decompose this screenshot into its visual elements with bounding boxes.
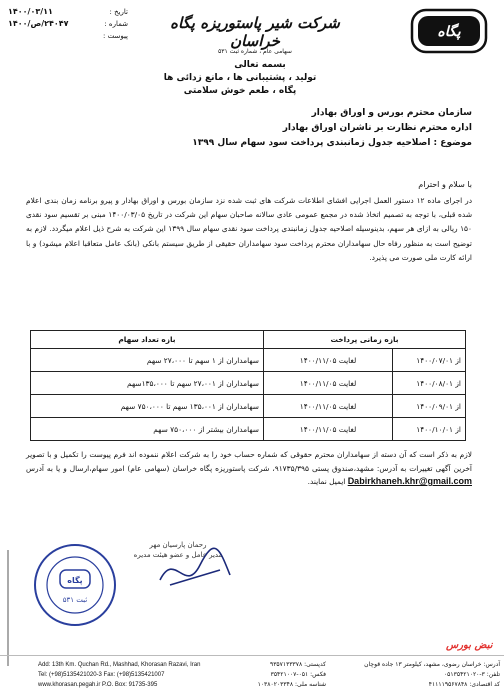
footer-postal: کدپستی: ۹۳۵۷۱۳۳۳۷۸ bbox=[269, 661, 326, 668]
page-footer bbox=[0, 655, 504, 694]
company-name: شرکت شیر پاستوریزه پگاه خراسان bbox=[170, 14, 340, 50]
footer-address-fa: آدرس: خراسان رضوی، مشهد، کیلومتر ۱۳ جاده قوچان bbox=[364, 661, 500, 668]
table-row bbox=[31, 349, 466, 372]
closing-text-end: ایمیل نمایند. bbox=[307, 477, 346, 486]
svg-text:پگاه: پگاه bbox=[437, 23, 461, 39]
meta-attachment-label: پیوست : bbox=[103, 32, 128, 40]
table-row bbox=[31, 395, 466, 418]
table-header-row bbox=[31, 331, 466, 349]
cell-range: سهامداران از ۱ سهم تا ۲۷،۰۰۰ سهم bbox=[31, 349, 264, 372]
meta-date bbox=[8, 6, 128, 18]
footer-economic-code: کد اقتصادی: ۴۱۱۱۱۹۵۶۷۸۴۸ bbox=[428, 681, 500, 688]
meta-date-label: تاریخ : bbox=[109, 8, 128, 16]
footer-persian-right bbox=[336, 660, 500, 690]
addressee-line: اداره محترم نظارت بر ناشران اوراق بهادار bbox=[282, 123, 472, 133]
payment-schedule-table bbox=[30, 330, 466, 441]
footer-fax: فکس: ۰۵۱-۳۵۴۲۱۰۰۷ bbox=[270, 671, 326, 678]
slogan-line: تولید ، پشتیبانی ها ، مانع زدائی ها bbox=[163, 73, 317, 83]
cell-to: لغایت ۱۴۰۰/۱۱/۰۵ bbox=[264, 418, 393, 441]
header-payment-period: بازه زمانی پرداخت bbox=[264, 331, 466, 349]
table-row bbox=[31, 372, 466, 395]
cell-from: از ۱۴۰۰/۰۹/۰۱ bbox=[393, 395, 466, 418]
watermark: نبض بورس bbox=[446, 640, 493, 651]
letter-meta bbox=[8, 6, 128, 42]
footer-english bbox=[38, 660, 200, 690]
meta-number-label: شماره : bbox=[104, 20, 128, 28]
cell-to: لغایت ۱۴۰۰/۱۱/۰۵ bbox=[264, 372, 393, 395]
footer-address-en: Add: 13th Km. Quchan Rd., Mashhad, Khorasan Razavi, Iran bbox=[38, 662, 201, 668]
company-stamp bbox=[30, 540, 120, 630]
slogan-line: پگاه ، طعم خوش سلامتی bbox=[183, 86, 297, 96]
footer-tel-fa: تلفن: ۳-۰۵۱۳۵۴۲۱۰۲۰ bbox=[443, 671, 500, 678]
meta-attachment bbox=[8, 30, 128, 42]
stamp-text: ثبت ۵۳۱ bbox=[62, 596, 88, 604]
cell-from: از ۱۴۰۰/۰۸/۰۱ bbox=[393, 372, 466, 395]
registration-line: سهامی عام ، شماره ثبت ۵۳۱ bbox=[218, 48, 292, 55]
greeting: با سلام و احترام bbox=[418, 180, 472, 189]
closing-text: لازم به ذکر است که آن دسته از سهامداران محترم حقوقی که شماره حساب خود را به شرکت اعلام ننموده اند فرم پیوست را تکمیل و با تصویر آخرین آگهی تغییرات به آدرس: مشهد،صندوق پستی ۹۱۷۳۵/۳۹۵، شرکت پاستوریزه پگاه خراسان (سهامی عام) امور سهام،ارسال و یا به آدرس bbox=[26, 450, 472, 473]
addressee-block bbox=[32, 106, 472, 151]
cell-to: لغایت ۱۴۰۰/۱۱/۰۵ bbox=[264, 349, 393, 372]
slogan bbox=[120, 72, 360, 98]
footer-tel-en: Tel: (+98)5135421020-3 Fax: (+98)5135421007 bbox=[38, 672, 165, 678]
side-mark bbox=[0, 548, 16, 668]
header-share-range: بازه تعداد سهام bbox=[31, 331, 264, 349]
cell-range: سهامداران از ۱۳۵،۰۰۱ سهم تا ۷۵۰،۰۰۰ سهم bbox=[31, 395, 264, 418]
cell-to: لغایت ۱۴۰۰/۱۱/۰۵ bbox=[264, 395, 393, 418]
closing-paragraph bbox=[26, 448, 472, 489]
footer-persian-middle bbox=[236, 660, 326, 690]
signer-title: مدیر عامل و عضو هیئت مدیره bbox=[133, 551, 223, 559]
bismillah: بسمه تعالی bbox=[234, 60, 286, 70]
company-logo bbox=[410, 6, 488, 56]
footer-web-en: www.khorasan.pegah.ir P.O. Box: 91735-395 bbox=[38, 682, 158, 688]
svg-text:پگاه: پگاه bbox=[67, 576, 83, 585]
cell-range: سهامداران از ۲۷،۰۰۱ سهم تا ۱۳۵،۰۰۰سهم bbox=[31, 372, 264, 395]
meta-number-value: ۲۴۰۴۷/ص/۱۴۰۰ bbox=[8, 19, 69, 28]
subject-line: موضوع : اصلاحیه جدول زمانبندی پرداخت سود سهام سال ۱۳۹۹ bbox=[192, 138, 472, 148]
meta-date-value: ۱۴۰۰/۰۳/۱۱ bbox=[8, 7, 53, 16]
handwritten-signature bbox=[150, 540, 240, 600]
body-paragraph: در اجرای ماده ۱۲ دستور العمل اجرایی افشای اطلاعات شرکت های ثبت شده نزد سازمان بورس و اوراق بهادار و پیرو برنامه زمان بندی اعلام شده قبلی، با توجه به تصمیم اتخاذ شده در مجمع عمومی عادی سالانه صاحبان سهام این شرکت در تاریخ ۱۴۰۰/۰۳/۰۵ مبنی بر تقسیم سود نقدی ۱۵۰ ریالی به ازای هر سهم، بدینوسیله اصلاحیه جدول زمانبندی پرداخت سود نقدی سهام سال ۱۳۹۹ این شرکت به شرح ذیل اعلام میگردد. لازم به توضیح است به منظور رفاه حال سهامداران محترم پرداخت سود سهامداران حقیقی از طریق سیستم بانکی (بانک عامل متعاقبا اعلام میشود) و با ارائه کارت ملی صورت می پذیرد. bbox=[26, 196, 473, 262]
table-row bbox=[31, 418, 466, 441]
cell-from: از ۱۴۰۰/۰۷/۰۱ bbox=[393, 349, 466, 372]
email-link[interactable]: Dabirkhaneh.khr@gmail.com bbox=[347, 476, 472, 486]
cell-range: سهامداران بیشتر از ۷۵۰،۰۰۰ سهم bbox=[31, 418, 264, 441]
meta-number bbox=[8, 18, 128, 30]
footer-national-id: شناسه ملی: ۱۰۳۸۰۲۰۳۳۴۸ bbox=[257, 681, 326, 688]
cell-from: از ۱۴۰۰/۱۰/۰۱ bbox=[393, 418, 466, 441]
signer-name: رحمان پارسیان مهر bbox=[149, 541, 207, 549]
addressee-line: سازمان محترم بورس و اوراق بهادار bbox=[311, 108, 472, 118]
